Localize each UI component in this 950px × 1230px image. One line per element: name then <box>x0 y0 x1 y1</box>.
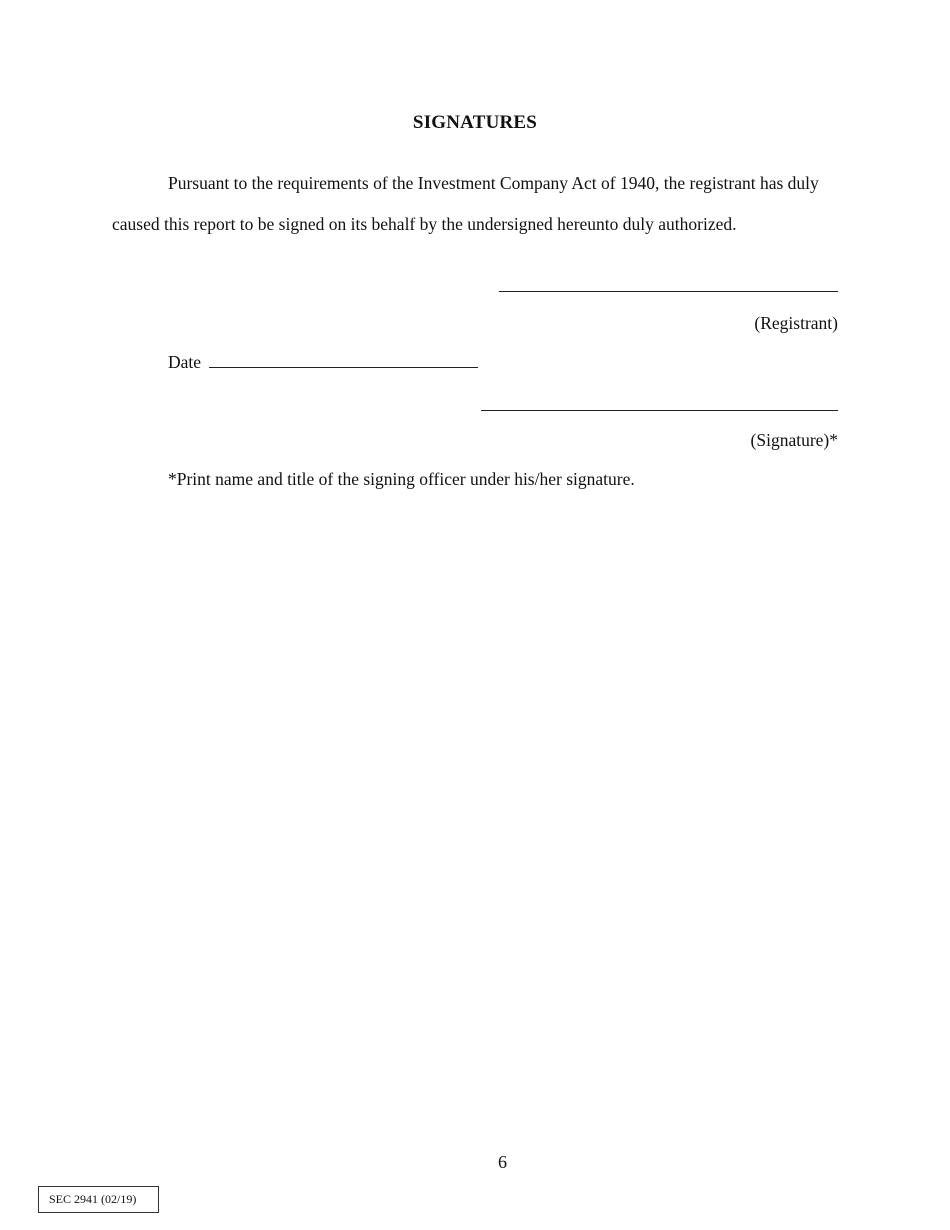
page-title: SIGNATURES <box>412 112 538 133</box>
authorization-paragraph-line-2: caused this report to be signed on its behalf by the undersigned hereunto duly authorized. <box>112 214 737 234</box>
date-label: Date <box>168 352 202 372</box>
date-field <box>168 351 478 373</box>
page-number: 6 <box>498 1152 507 1172</box>
registrant-caption: (Registrant) <box>754 313 838 333</box>
signature-footnote: *Print name and title of the signing officer under his/her signature. <box>168 469 635 489</box>
registrant-signature-line[interactable] <box>499 291 838 292</box>
date-blank-line[interactable] <box>209 351 478 368</box>
form-code-box: SEC 2941 (02/19) <box>38 1186 159 1213</box>
signature-caption: (Signature)* <box>750 430 838 450</box>
officer-signature-line[interactable] <box>481 410 838 411</box>
authorization-paragraph-line-1: Pursuant to the requirements of the Investment Company Act of 1940, the registrant has duly <box>168 173 819 193</box>
